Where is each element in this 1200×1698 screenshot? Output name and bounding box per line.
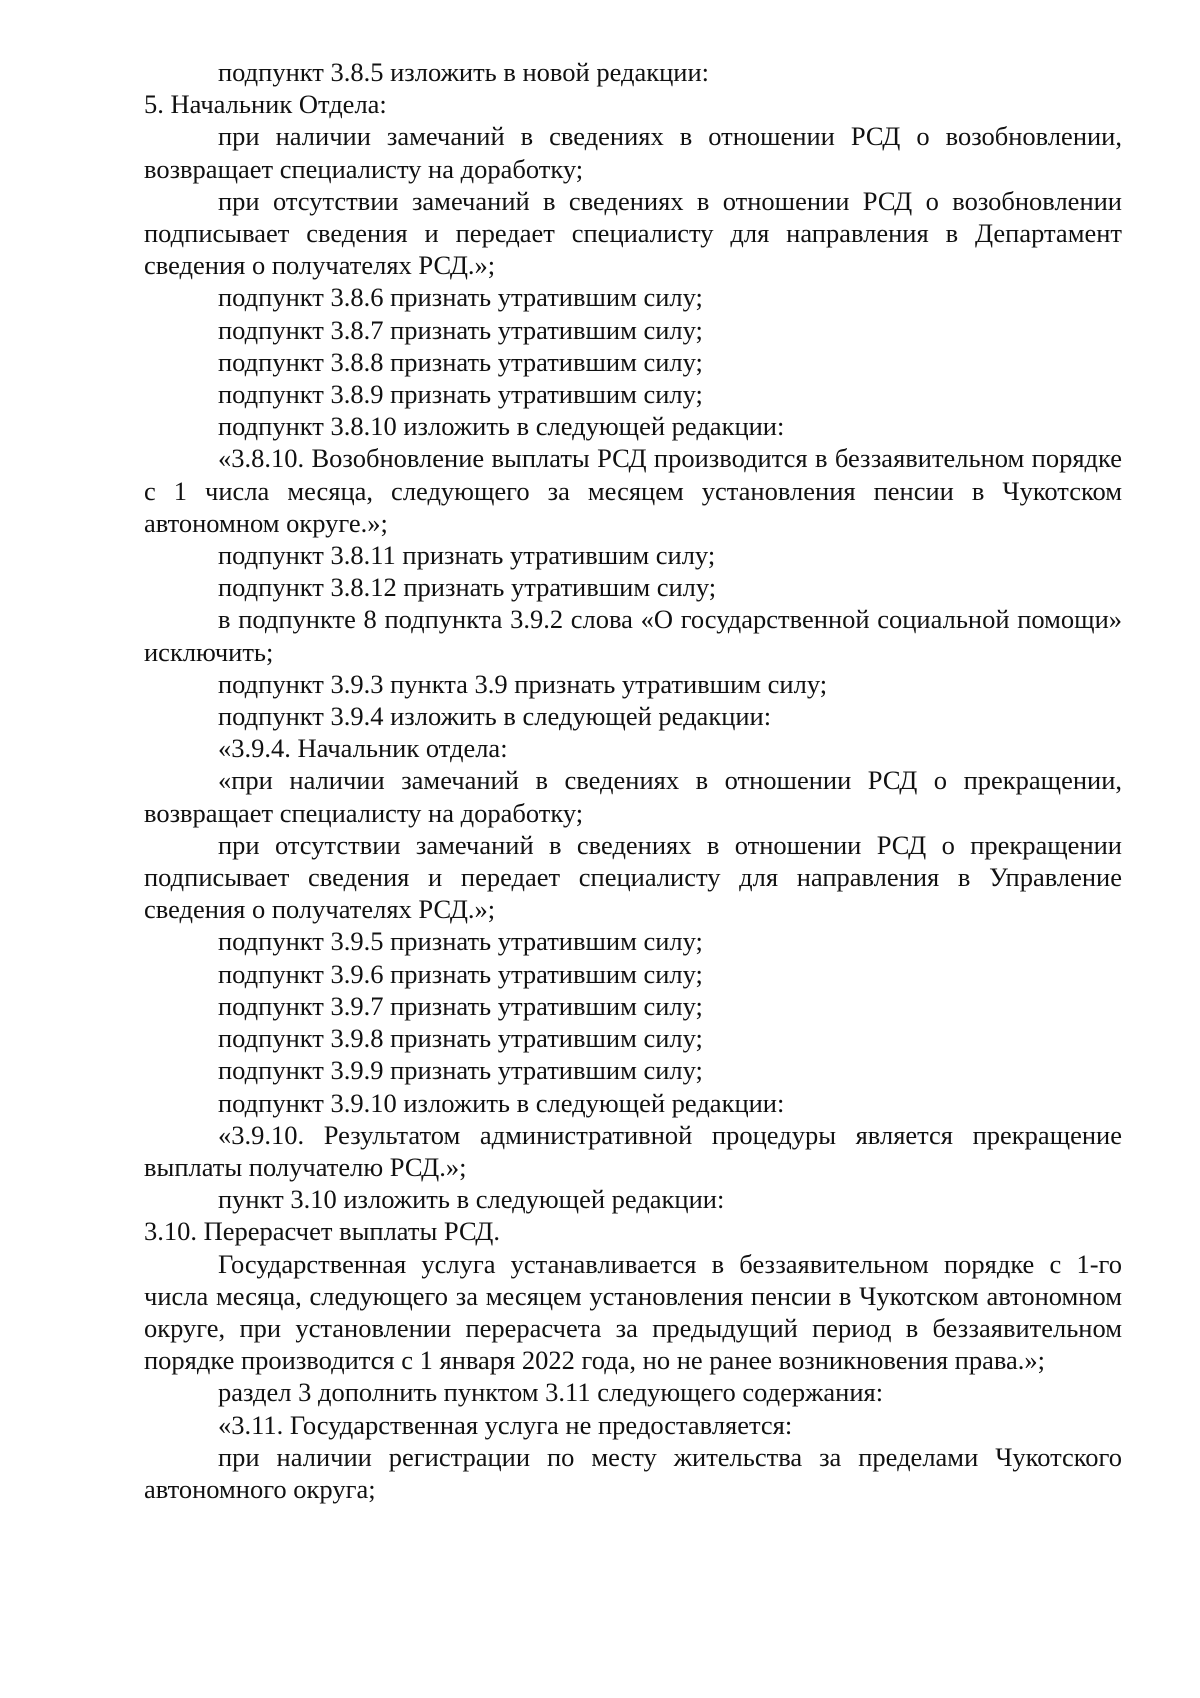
paragraph: при наличии регистрации по месту жительства за пределами Чукотского автономного округа; [144, 1441, 1122, 1504]
paragraph: раздел 3 дополнить пунктом 3.11 следующего содержания: [218, 1377, 884, 1408]
paragraph: Государственная услуга устанавливается в беззаявительном порядке с 1-го числа месяца, следующего за месяцем установления пенсии в Чукотском автономном округе, при установлении перерасчета за предыдущий период в беззаявительном порядке производится с 1 января 2022 года, но не ранее возникновения права.»; [144, 1248, 1122, 1376]
paragraph: «при наличии замечаний в сведениях в отношении РСД о прекращении, возвращает специалисту на доработку; [144, 765, 1122, 828]
paragraph: при отсутствии замечаний в сведениях в отношении РСД о возобновлении подписывает сведения и передает специалисту для направления в Департамент сведения о получателях РСД.»; [144, 185, 1122, 281]
paragraph: подпункт 3.8.9 признать утратившим силу; [218, 379, 703, 410]
document-page [144, 56, 1122, 1505]
paragraph: 5. Начальник Отдела: [144, 89, 387, 120]
paragraph: при отсутствии замечаний в сведениях в отношении РСД о прекращении подписывает сведения и передает специалисту для направления в Управление сведения о получателях РСД.»; [144, 829, 1122, 925]
paragraph: подпункт 3.9.8 признать утратившим силу; [218, 1023, 703, 1054]
paragraph: пункт 3.10 изложить в следующей редакции: [218, 1184, 725, 1215]
paragraph: подпункт 3.8.12 признать утратившим силу; [218, 572, 717, 603]
paragraph: «3.8.10. Возобновление выплаты РСД производится в беззаявительном порядке с 1 числа месяца, следующего за месяцем установления пенсии в Чукотском автономном округе.»; [144, 443, 1122, 538]
paragraph: подпункт 3.9.3 пункта 3.9 признать утратившим силу; [218, 668, 828, 699]
paragraph: подпункт 3.8.11 признать утратившим силу; [218, 540, 716, 571]
paragraph: «3.9.10. Результатом административной процедуры является прекращение выплаты получателю РСД.»; [144, 1119, 1122, 1182]
paragraph: подпункт 3.8.8 признать утратившим силу; [218, 346, 703, 377]
paragraph: «3.9.4. Начальник отдела: [218, 733, 508, 764]
paragraph: подпункт 3.9.7 признать утратившим силу; [218, 990, 703, 1021]
paragraph: подпункт 3.9.9 признать утратившим силу; [218, 1055, 703, 1086]
paragraph: подпункт 3.8.6 признать утратившим силу; [218, 282, 703, 313]
paragraph: подпункт 3.9.6 признать утратившим силу; [218, 958, 703, 989]
paragraph: подпункт 3.9.10 изложить в следующей редакции: [218, 1087, 785, 1118]
paragraph: при наличии замечаний в сведениях в отношении РСД о возобновлении, возвращает специалисту на доработку; [144, 121, 1122, 184]
paragraph: «3.11. Государственная услуга не предоставляется: [218, 1409, 793, 1440]
paragraph: 3.10. Перерасчет выплаты РСД. [144, 1216, 501, 1247]
paragraph: подпункт 3.8.10 изложить в следующей редакции: [218, 411, 785, 442]
paragraph: подпункт 3.8.5 изложить в новой редакции: [218, 57, 710, 87]
paragraph: подпункт 3.9.5 признать утратившим силу; [218, 926, 703, 957]
paragraph: подпункт 3.8.7 признать утратившим силу; [218, 314, 703, 345]
paragraph: подпункт 3.9.4 изложить в следующей редакции: [218, 701, 772, 732]
paragraph: в подпункте 8 подпункта 3.9.2 слова «О государственной социальной помощи» исключить; [144, 604, 1122, 667]
